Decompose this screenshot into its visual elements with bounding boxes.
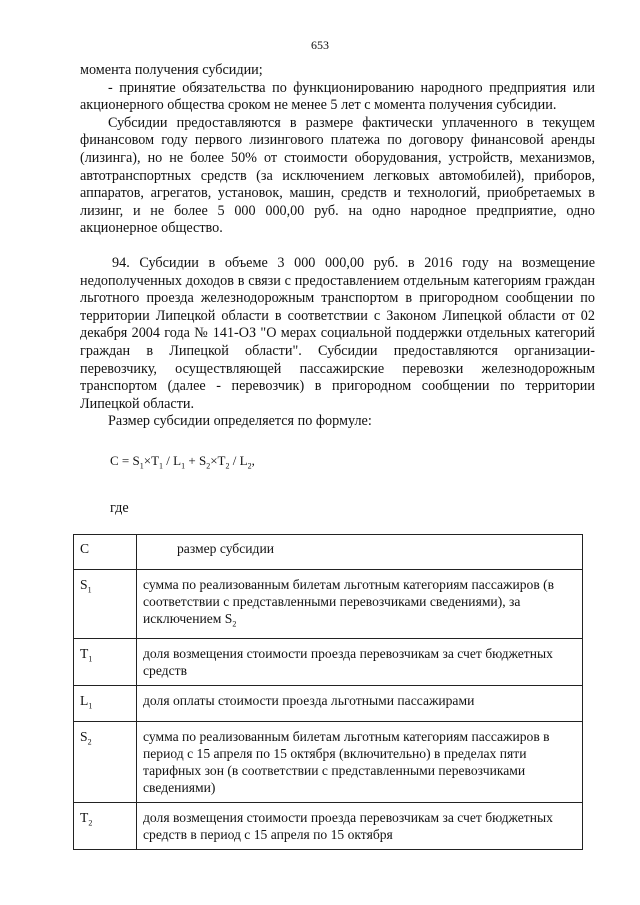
definitions-table [73,534,583,850]
paragraph-formula-intro: Размер субсидии определяется по формуле: [108,413,372,430]
definition-cell: доля возмещения стоимости проезда перевозчикам за счет бюджетных средств [137,639,583,686]
table-row [74,639,583,686]
symbol-cell: $L_1$ [74,686,137,722]
table-row [74,722,583,803]
paragraph-leasing-subsidy: Субсидии предоставляются в размере фактически уплаченного в текущем финансовом году первого лизингового платежа по договору финансовой аренды (лизинга), но не более 50% от стоимости оборудования, устройств, механизмов, автотранспортных средств (за исключением легковых автомобилей), приборов, аппаратов, агрегатов, установок, машин, средств и технологий, приобретаемых в лизинг, и не более 5 000 000,00 руб. на одно народное предприятие, одно акционерное общество. [80,114,595,237]
definition-cell: размер субсидии [137,535,583,570]
table-row [74,686,583,722]
definition-cell: сумма по реализованным билетам льготным категориям пассажиров в период с 15 апреля по 15 октября (включительно) в пределах пяти тарифных зон (в соответствии с представленными перевозчиками сведениями) [137,722,583,803]
definition-cell: сумма по реализованным билетам льготным категориям пассажиров (в соответствии с представленными перевозчиками сведениями), за исключением $S_2$ [137,569,583,639]
body-text [80,62,595,518]
table-row [74,569,583,639]
table-row [74,803,583,850]
paragraph-item-94: 94. Субсидии в объеме 3 000 000,00 руб. в 2016 году на возмещение недополученных доходов в связи с предоставлением отдельным категориям граждан льготного проезда железнодорожным транспортом в пригородном сообщении по территории Липецкой области в соответствии с Законом Липецкой области от 02 декабря 2004 года № 141-ОЗ "О мерах социальной поддержки отдельных категорий граждан в Липецкой области". Субсидии предоставляются организации-перевозчику, осуществляющей пассажирские перевозки железнодорожным транспортом (далее - перевозчик) в пригородном сообщении по территории Липецкой области. [80,254,595,412]
symbol-cell: $S_1$ [74,569,137,639]
definition-cell: доля возмещения стоимости проезда перевозчикам за счет бюджетных средств в период с 15 апреля по 15 октября [137,803,583,850]
definition-cell: доля оплаты стоимости проезда льготными пассажирами [137,686,583,722]
page-number: 653 [311,38,329,52]
paragraph-obligation: - принятие обязательства по функционированию народного предприятия или акционерного общества сроком не менее 5 лет с момента получения субсидии. [80,79,595,114]
symbol-cell: $T_1$ [74,639,137,686]
where-label: где [110,500,129,517]
paragraph-subsidy-moment: момента получения субсидии; [80,62,263,78]
symbol-cell: $T_2$ [74,803,137,850]
subsidy-formula: $C = S_1\times T_1 / L_1 + S_2\times T_2 / L_2$, [110,452,255,471]
symbol-cell: $S_2$ [74,722,137,803]
table-row [74,535,583,570]
symbol-cell: C [74,535,137,570]
